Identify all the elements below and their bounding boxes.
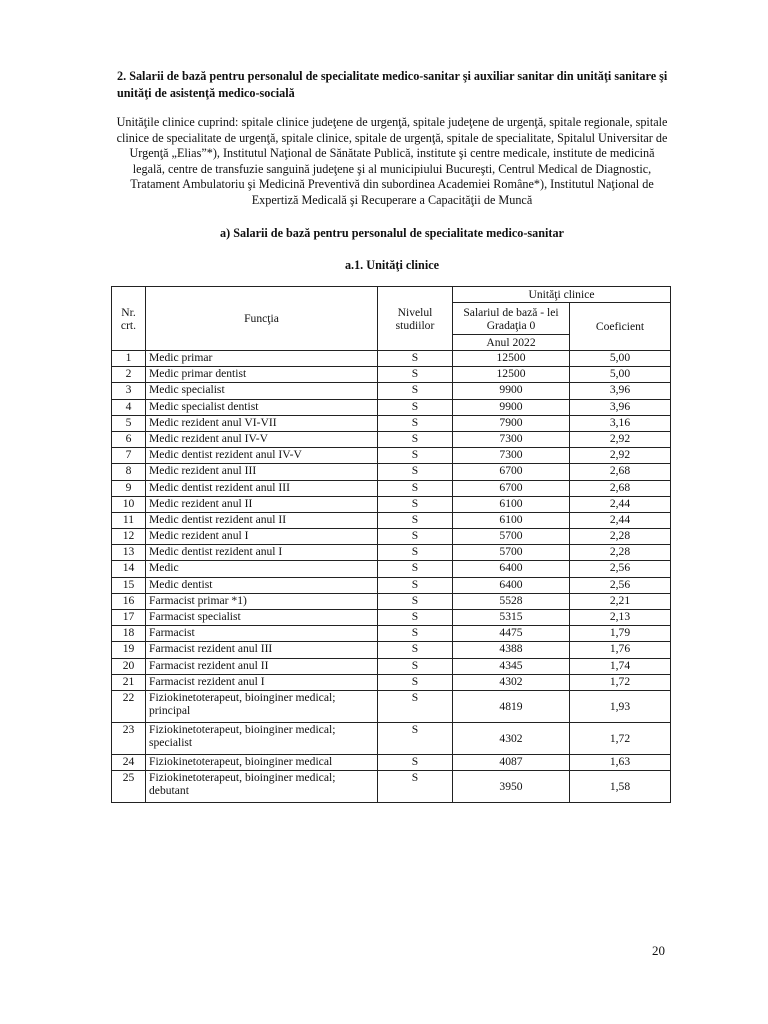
row-functia: Farmacist rezident anul II	[146, 658, 378, 674]
row-salariu: 4302	[453, 674, 570, 690]
row-number: 25	[112, 771, 146, 803]
row-number: 1	[112, 351, 146, 367]
row-functia: Farmacist specialist	[146, 610, 378, 626]
row-nivel: S	[378, 593, 453, 609]
table-row	[112, 383, 671, 399]
row-salariu: 7300	[453, 431, 570, 447]
row-number: 14	[112, 561, 146, 577]
row-nivel: S	[378, 351, 453, 367]
table-row	[112, 626, 671, 642]
section-heading: 2. Salarii de bază pentru personalul de specialitate medico-sanitar şi auxiliar sanitar din unităţi sanitare şi unităţi de asistenţă medico-socială	[117, 69, 668, 100]
row-number: 23	[112, 722, 146, 754]
row-coeficient: 3,96	[570, 399, 671, 415]
row-number: 13	[112, 545, 146, 561]
row-number: 4	[112, 399, 146, 415]
row-nivel: S	[378, 464, 453, 480]
row-functia: Farmacist rezident anul I	[146, 674, 378, 690]
row-coeficient: 5,00	[570, 351, 671, 367]
row-nivel: S	[378, 399, 453, 415]
row-salariu: 6400	[453, 577, 570, 593]
table-row	[112, 496, 671, 512]
row-nivel: S	[378, 512, 453, 528]
table-row	[112, 512, 671, 528]
row-functia: Medic dentist rezident anul I	[146, 545, 378, 561]
row-coeficient: 2,92	[570, 448, 671, 464]
row-functia: Medic rezident anul II	[146, 496, 378, 512]
row-number: 2	[112, 367, 146, 383]
row-coeficient: 1,58	[570, 771, 671, 803]
row-number: 3	[112, 383, 146, 399]
subheading-specialitate: a) Salarii de bază pentru personalul de specialitate medico-sanitar	[220, 226, 564, 240]
row-functia: Medic dentist rezident anul IV-V	[146, 448, 378, 464]
row-coeficient: 2,21	[570, 593, 671, 609]
salary-table	[111, 286, 671, 803]
row-coeficient: 1,79	[570, 626, 671, 642]
row-number: 24	[112, 754, 146, 770]
row-functia: Farmacist rezident anul III	[146, 642, 378, 658]
row-number: 6	[112, 431, 146, 447]
table-row	[112, 674, 671, 690]
row-nivel: S	[378, 480, 453, 496]
table-row	[112, 480, 671, 496]
row-coeficient: 3,16	[570, 415, 671, 431]
row-nivel: S	[378, 415, 453, 431]
table-row	[112, 642, 671, 658]
row-salariu: 6100	[453, 496, 570, 512]
table-row	[112, 593, 671, 609]
header-nivelul-studiilor: Nivelul studiilor	[378, 287, 453, 351]
row-functia: Medic dentist rezident anul III	[146, 480, 378, 496]
subheading-unitati-clinice: a.1. Unităţi clinice	[344, 258, 440, 272]
row-nivel: S	[378, 642, 453, 658]
row-coeficient: 2,44	[570, 496, 671, 512]
row-number: 9	[112, 480, 146, 496]
table-row	[112, 431, 671, 447]
header-anul: Anul 2022	[453, 335, 570, 351]
row-number: 10	[112, 496, 146, 512]
row-coeficient: 1,76	[570, 642, 671, 658]
row-coeficient: 2,13	[570, 610, 671, 626]
row-functia: Medic rezident anul IV-V	[146, 431, 378, 447]
row-functia: Medic primar dentist	[146, 367, 378, 383]
row-salariu: 3950	[453, 771, 570, 803]
row-number: 7	[112, 448, 146, 464]
row-nivel: S	[378, 674, 453, 690]
row-salariu: 7300	[453, 448, 570, 464]
row-nivel: S	[378, 383, 453, 399]
row-nivel: S	[378, 722, 453, 754]
row-coeficient: 2,28	[570, 529, 671, 545]
row-nivel: S	[378, 577, 453, 593]
row-number: 20	[112, 658, 146, 674]
header-nr-crt: Nr. crt.	[112, 287, 146, 351]
row-salariu: 4388	[453, 642, 570, 658]
row-nivel: S	[378, 610, 453, 626]
row-coeficient: 2,68	[570, 480, 671, 496]
row-nivel: S	[378, 626, 453, 642]
salary-table-header	[112, 287, 671, 351]
row-number: 16	[112, 593, 146, 609]
row-functia: Fiziokinetoterapeut, bioinginer medical	[146, 754, 378, 770]
row-functia: Medic specialist dentist	[146, 399, 378, 415]
row-number: 18	[112, 626, 146, 642]
row-salariu: 5315	[453, 610, 570, 626]
table-row	[112, 448, 671, 464]
row-salariu: 4345	[453, 658, 570, 674]
row-functia: Medic rezident anul III	[146, 464, 378, 480]
row-nivel: S	[378, 545, 453, 561]
row-nivel: S	[378, 496, 453, 512]
row-number: 17	[112, 610, 146, 626]
row-number: 21	[112, 674, 146, 690]
row-nivel: S	[378, 561, 453, 577]
table-row	[112, 658, 671, 674]
row-salariu: 5700	[453, 545, 570, 561]
table-row	[112, 771, 671, 803]
table-row	[112, 754, 671, 770]
row-coeficient: 1,93	[570, 690, 671, 722]
row-functia: Medic specialist	[146, 383, 378, 399]
header-coeficient: Coeficient	[570, 303, 671, 351]
table-row	[112, 690, 671, 722]
row-functia: Fiziokinetoterapeut, bioinginer medical; principal	[146, 690, 378, 722]
row-number: 15	[112, 577, 146, 593]
row-salariu: 9900	[453, 383, 570, 399]
row-functia: Medic	[146, 561, 378, 577]
row-coeficient: 1,72	[570, 674, 671, 690]
row-nivel: S	[378, 431, 453, 447]
row-salariu: 4087	[453, 754, 570, 770]
row-nivel: S	[378, 690, 453, 722]
table-row	[112, 529, 671, 545]
row-salariu: 6400	[453, 561, 570, 577]
row-functia: Medic rezident anul VI-VII	[146, 415, 378, 431]
row-functia: Farmacist primar *1)	[146, 593, 378, 609]
header-unitati-clinice: Unităţi clinice	[453, 287, 671, 303]
row-salariu: 5528	[453, 593, 570, 609]
table-row	[112, 610, 671, 626]
table-row	[112, 415, 671, 431]
row-nivel: S	[378, 367, 453, 383]
row-coeficient: 5,00	[570, 367, 671, 383]
row-salariu: 4475	[453, 626, 570, 642]
table-row	[112, 367, 671, 383]
row-salariu: 6700	[453, 464, 570, 480]
row-functia: Medic dentist rezident anul II	[146, 512, 378, 528]
header-salariul-de-baza: Salariul de bază - lei Gradaţia 0	[453, 303, 570, 335]
row-coeficient: 2,92	[570, 431, 671, 447]
row-coeficient: 2,44	[570, 512, 671, 528]
table-row	[112, 464, 671, 480]
page-number: 20	[652, 943, 665, 958]
row-salariu: 6100	[453, 512, 570, 528]
header-functia: Funcţia	[146, 287, 378, 351]
row-salariu: 6700	[453, 480, 570, 496]
row-number: 22	[112, 690, 146, 722]
row-nivel: S	[378, 771, 453, 803]
row-nivel: S	[378, 529, 453, 545]
row-nivel: S	[378, 658, 453, 674]
row-coeficient: 2,68	[570, 464, 671, 480]
row-coeficient: 1,72	[570, 722, 671, 754]
row-nivel: S	[378, 754, 453, 770]
table-row	[112, 351, 671, 367]
table-row	[112, 577, 671, 593]
row-functia: Fiziokinetoterapeut, bioinginer medical; specialist	[146, 722, 378, 754]
row-coeficient: 1,74	[570, 658, 671, 674]
row-coeficient: 3,96	[570, 383, 671, 399]
row-functia: Fiziokinetoterapeut, bioinginer medical; debutant	[146, 771, 378, 803]
row-number: 11	[112, 512, 146, 528]
row-coeficient: 1,63	[570, 754, 671, 770]
table-row	[112, 722, 671, 754]
row-salariu: 12500	[453, 367, 570, 383]
row-number: 5	[112, 415, 146, 431]
row-functia: Farmacist	[146, 626, 378, 642]
intro-paragraph: Unităţile clinice cuprind: spitale clinice judeţene de urgenţă, spitale judeţene de urgenţă, spitale regionale, spitale clinice de specialitate de urgenţă, spitale clinice, spitale de urgenţă, spitale de specialitate, Spitalul Universitar de Urgenţă „Elias”*), Institutul Naţional de Sănătate Publică, institute şi centre medicale, institute de medicină legală, centre de transfuzie sanguină judeţene şi al municipiului Bucureşti, Centrul Medical de Diagnostic, Tratament Ambulatoriu şi Medicină Preventivă din subordinea Academiei Române*), Institutul Naţional de Expertiză Medicală şi Recuperare a Capacităţii de Muncă	[116, 115, 668, 207]
row-functia: Medic rezident anul I	[146, 529, 378, 545]
row-functia: Medic dentist	[146, 577, 378, 593]
row-salariu: 4819	[453, 690, 570, 722]
row-functia: Medic primar	[146, 351, 378, 367]
row-nivel: S	[378, 448, 453, 464]
row-coeficient: 2,56	[570, 561, 671, 577]
row-number: 12	[112, 529, 146, 545]
row-number: 19	[112, 642, 146, 658]
row-number: 8	[112, 464, 146, 480]
row-coeficient: 2,28	[570, 545, 671, 561]
row-salariu: 12500	[453, 351, 570, 367]
row-salariu: 9900	[453, 399, 570, 415]
row-salariu: 4302	[453, 722, 570, 754]
row-salariu: 5700	[453, 529, 570, 545]
table-row	[112, 399, 671, 415]
salary-table-body	[112, 351, 671, 803]
row-coeficient: 2,56	[570, 577, 671, 593]
row-salariu: 7900	[453, 415, 570, 431]
table-row	[112, 561, 671, 577]
table-row	[112, 545, 671, 561]
